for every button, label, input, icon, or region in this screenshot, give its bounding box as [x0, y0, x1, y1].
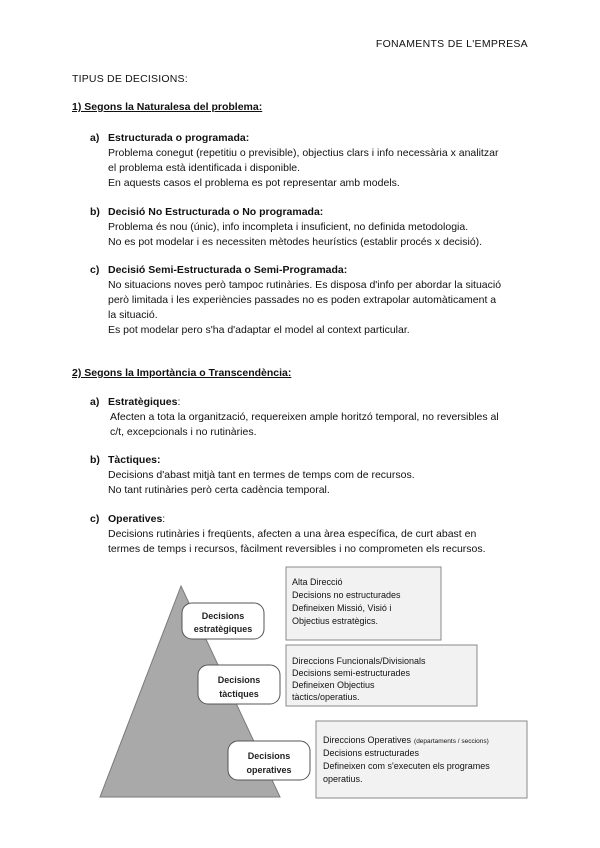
callout-text: operatives [246, 765, 292, 775]
item-marker: a) [90, 396, 100, 408]
body-line: el problema està identificada i disponible. [108, 162, 301, 174]
item-marker: a) [90, 132, 100, 144]
item-title: Decisió Semi-Estructurada o Semi-Programada: [108, 264, 348, 276]
body-line: c/t, excepcionals i no rutinàries. [110, 426, 257, 438]
body-line: però limitada i les experiències passades no es poden extrapolar automàticament a [108, 294, 497, 306]
item-marker: b) [90, 454, 100, 466]
item-title: Estructurada o programada: [108, 132, 250, 144]
box-line: Direccions Funcionals/Divisionals [292, 656, 426, 666]
level-box-operatives [316, 721, 527, 798]
callout-text: Decisions [217, 675, 261, 685]
item-marker: c) [90, 264, 100, 276]
item-title-suffix: : [177, 396, 181, 408]
item-title-suffix: : [162, 513, 166, 525]
box-line: tàctics/operatius. [292, 692, 360, 702]
box-line: Decisions semi-estructurades [292, 668, 411, 678]
section-heading-naturalesa: 1) Segons la Naturalesa del problema: [72, 101, 263, 113]
box-line: Defineixen Missió, Visió i [292, 603, 392, 613]
body-line: Es pot modelar pero s'ha d'adaptar el model al context particular. [108, 324, 410, 336]
item-title: Tàctiques: [108, 454, 161, 466]
body-line: Decisions rutinàries i freqüents, afecten a una àrea específica, de curt abast en [108, 528, 477, 540]
body-line: En aquests casos el problema es pot representar amb models. [108, 177, 400, 189]
item-title: Decisió No Estructurada o No programada: [108, 206, 324, 218]
callout-text: Decisions [201, 611, 245, 621]
item-title-text: Operatives [108, 513, 163, 525]
callout-text: tàctiques [219, 689, 259, 699]
body-line: No es pot modelar i es necessiten mètodes heurístics (establir procés x decisió). [108, 236, 483, 248]
body-line: Problema és nou (únic), info incompleta i insuficient, no definida metodologia. [108, 221, 469, 233]
box-line: Defineixen com s'executen els programes [323, 761, 490, 771]
box-line-main: Direccions Operatives [323, 735, 412, 745]
item-title-text: Estratègiques [108, 396, 178, 408]
page-header: FONAMENTS DE L'EMPRESA [375, 38, 528, 50]
section-heading-importancia: 2) Segons la Importància o Transcendència: [72, 367, 292, 379]
body-line: No situacions noves però tampoc rutinàries. Es disposa d'info per abordar la situació [108, 279, 502, 291]
body-line: No tant rutinàries però certa cadència temporal. [108, 484, 330, 496]
box-line: Alta Direcció [292, 577, 343, 587]
body-line: Afecten a tota la organització, requereixen ample horitzó temporal, no reversibles al [110, 411, 499, 423]
box-line-note: (departaments / seccions) [414, 738, 489, 745]
box-line: Defineixen Objectius [292, 680, 375, 690]
box-line: Objectius estratègics. [292, 616, 379, 626]
document-title: TIPUS DE DECISIONS: [72, 73, 188, 85]
body-line: Problema conegut (repetitiu o previsible), objectius clars i info necessària x analitzar [108, 147, 499, 159]
box-line: operatius. [323, 774, 363, 784]
box-line: Decisions estructurades [323, 748, 420, 758]
box-line: Decisions no estructurades [292, 590, 401, 600]
body-line: la situació. [108, 309, 158, 321]
callout-text: estratègiques [193, 624, 253, 634]
callout-text: Decisions [247, 751, 291, 761]
item-marker: c) [90, 513, 100, 525]
item-marker: b) [90, 206, 100, 218]
body-line: termes de temps i recursos, fàcilment reversibles i no comprometen els recursos. [108, 543, 486, 555]
body-line: Decisions d'abast mitjà tant en termes de temps com de recursos. [108, 469, 415, 481]
